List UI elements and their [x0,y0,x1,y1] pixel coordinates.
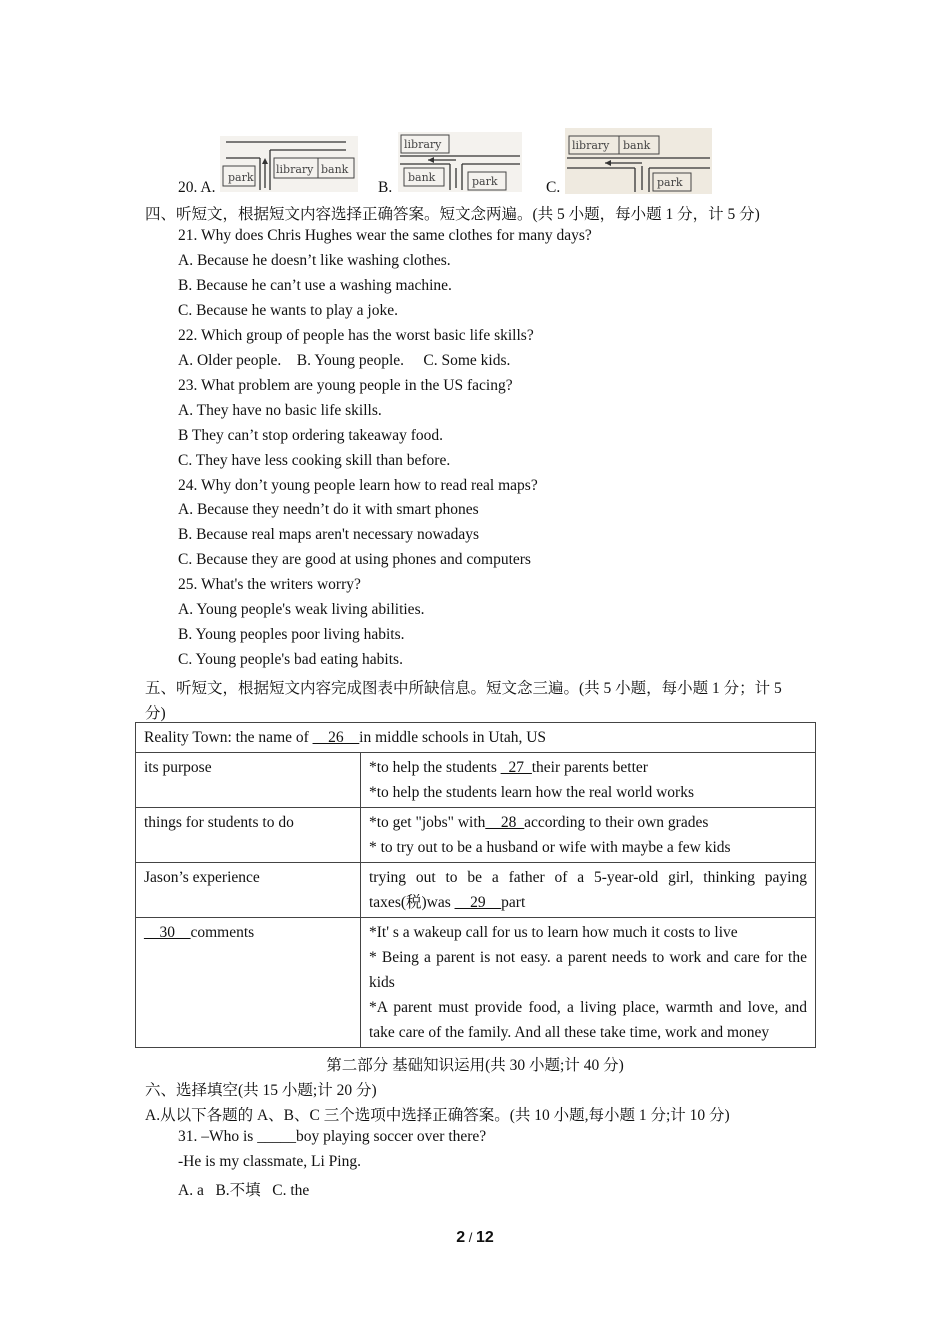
q22-text: 22. Which group of people has the worst basic life skills? [178,327,534,344]
map-c-label-park: park [657,176,683,189]
blank-30[interactable]: __30__ [144,924,191,941]
q25-option-b: B. Young peoples poor living habits. [178,626,405,643]
map-c-label-library: library [572,139,610,152]
table-row [136,863,816,918]
map-b-label-park: park [472,175,498,188]
q21-text: 21. Why does Chris Hughes wear the same clothes for many days? [178,227,592,244]
q31-blank[interactable]: _____ [257,1128,296,1145]
q25-option-a: A. Young people's weak living abilities. [178,601,425,618]
section6a-title: A.从以下各题的 A、B、C 三个选项中选择正确答案。(共 10 小题,每小题 1 分;计 10 分) [145,1107,730,1124]
q23-option-b: B They can’t stop ordering takeaway food. [178,427,444,444]
blank-28[interactable]: __28_ [485,814,525,831]
jason-experience-label: Jason’s experience [136,863,361,918]
table-row [136,723,816,753]
q25-text: 25. What's the writers worry? [178,576,361,593]
section5-title: 五、听短文，根据短文内容完成图表中所缺信息。短文念三遍。(共 5 小题，每小题 1 分；计 5 [145,680,782,697]
blank-26[interactable]: __26__ [312,729,360,746]
purpose-cell: *to help the students _27_their parents better *to help the students learn how the real world works [361,753,816,808]
section4-title: 四、听短文，根据短文内容选择正确答案。短文念两遍。(共 5 小题，每小题 1 分，计 5 分) [145,206,760,223]
q31-options: A. a B.不填 C. the [178,1182,310,1199]
map-option-a [220,136,358,192]
blank-27[interactable]: _27_ [500,759,532,776]
q23-text: 23. What problem are young people in the US facing? [178,377,513,394]
q22-options: A. Older people. B. Young people. C. Some kids. [178,352,511,369]
q25-option-c: C. Young people's bad eating habits. [178,651,403,668]
total-pages: 12 [475,1229,494,1246]
map-b-label-bank: bank [408,171,436,184]
map-a-label-library: library [276,163,314,176]
q31-text: 31. –Who is _____boy playing soccer over there? [178,1128,487,1145]
q24-option-c: C. Because they are good at using phones and computers [178,551,531,568]
q21-option-c: C. Because he wants to play a joke. [178,302,398,319]
things-to-do-cell: *to get "jobs" with__28_according to their own grades * to try out to be a husband or wife with maybe a few kids [361,808,816,863]
map-option-b [398,132,522,192]
q24-text: 24. Why don’t young people learn how to read real maps? [178,477,538,494]
q21-option-a: A. Because he doesn’t like washing clothes. [178,252,451,269]
comments-cell: *It' s a wakeup call for us to learn how much it costs to live * Being a parent is not easy. a parent needs to work and care for the kids *A parent must provide food, a living place, warmth and love, and take care of the family. And all these take time, work and money [361,918,816,1048]
comments-label: __30__comments [136,918,361,1048]
page-number [0,1229,950,1247]
current-page: 2 [456,1229,466,1246]
table-row [136,808,816,863]
q20-option-b: B. [378,179,393,196]
purpose-label: its purpose [136,753,361,808]
q20-label: 20. A. [178,179,216,196]
q20-option-c: C. [546,179,561,196]
map-b-label-library: library [404,138,442,151]
q24-option-b: B. Because real maps aren't necessary nowadays [178,526,480,543]
q23-option-a: A. They have no basic life skills. [178,402,382,419]
q24-option-a: A. Because they needn’t do it with smart phones [178,501,479,518]
table-row [136,753,816,808]
table-row [136,918,816,1048]
map-option-c [565,128,712,194]
map-c-label-bank: bank [623,139,651,152]
part2-title: 第二部分 基础知识运用(共 30 小题;计 40 分) [326,1057,624,1074]
map-a-label-bank: bank [321,163,349,176]
info-table [135,722,816,1048]
things-to-do-label: things for students to do [136,808,361,863]
blank-29[interactable]: __29__ [454,894,502,911]
q31-answer: -He is my classmate, Li Ping. [178,1153,361,1170]
jason-experience-cell: trying out to be a father of a 5-year-old girl, thinking paying taxes(税)was __29__part [361,863,816,918]
q23-option-c: C. They have less cooking skill than before. [178,452,451,469]
section6-title: 六、选择填空(共 15 小题;计 20 分) [145,1082,377,1099]
section5-title-cont: 分) [145,705,166,722]
table-header-cell: Reality Town: the name of __26__in middle schools in Utah, US [136,723,816,753]
q21-option-b: B. Because he can’t use a washing machine. [178,277,452,294]
page-separator: / [465,1230,476,1245]
map-a-label-park: park [228,171,254,184]
